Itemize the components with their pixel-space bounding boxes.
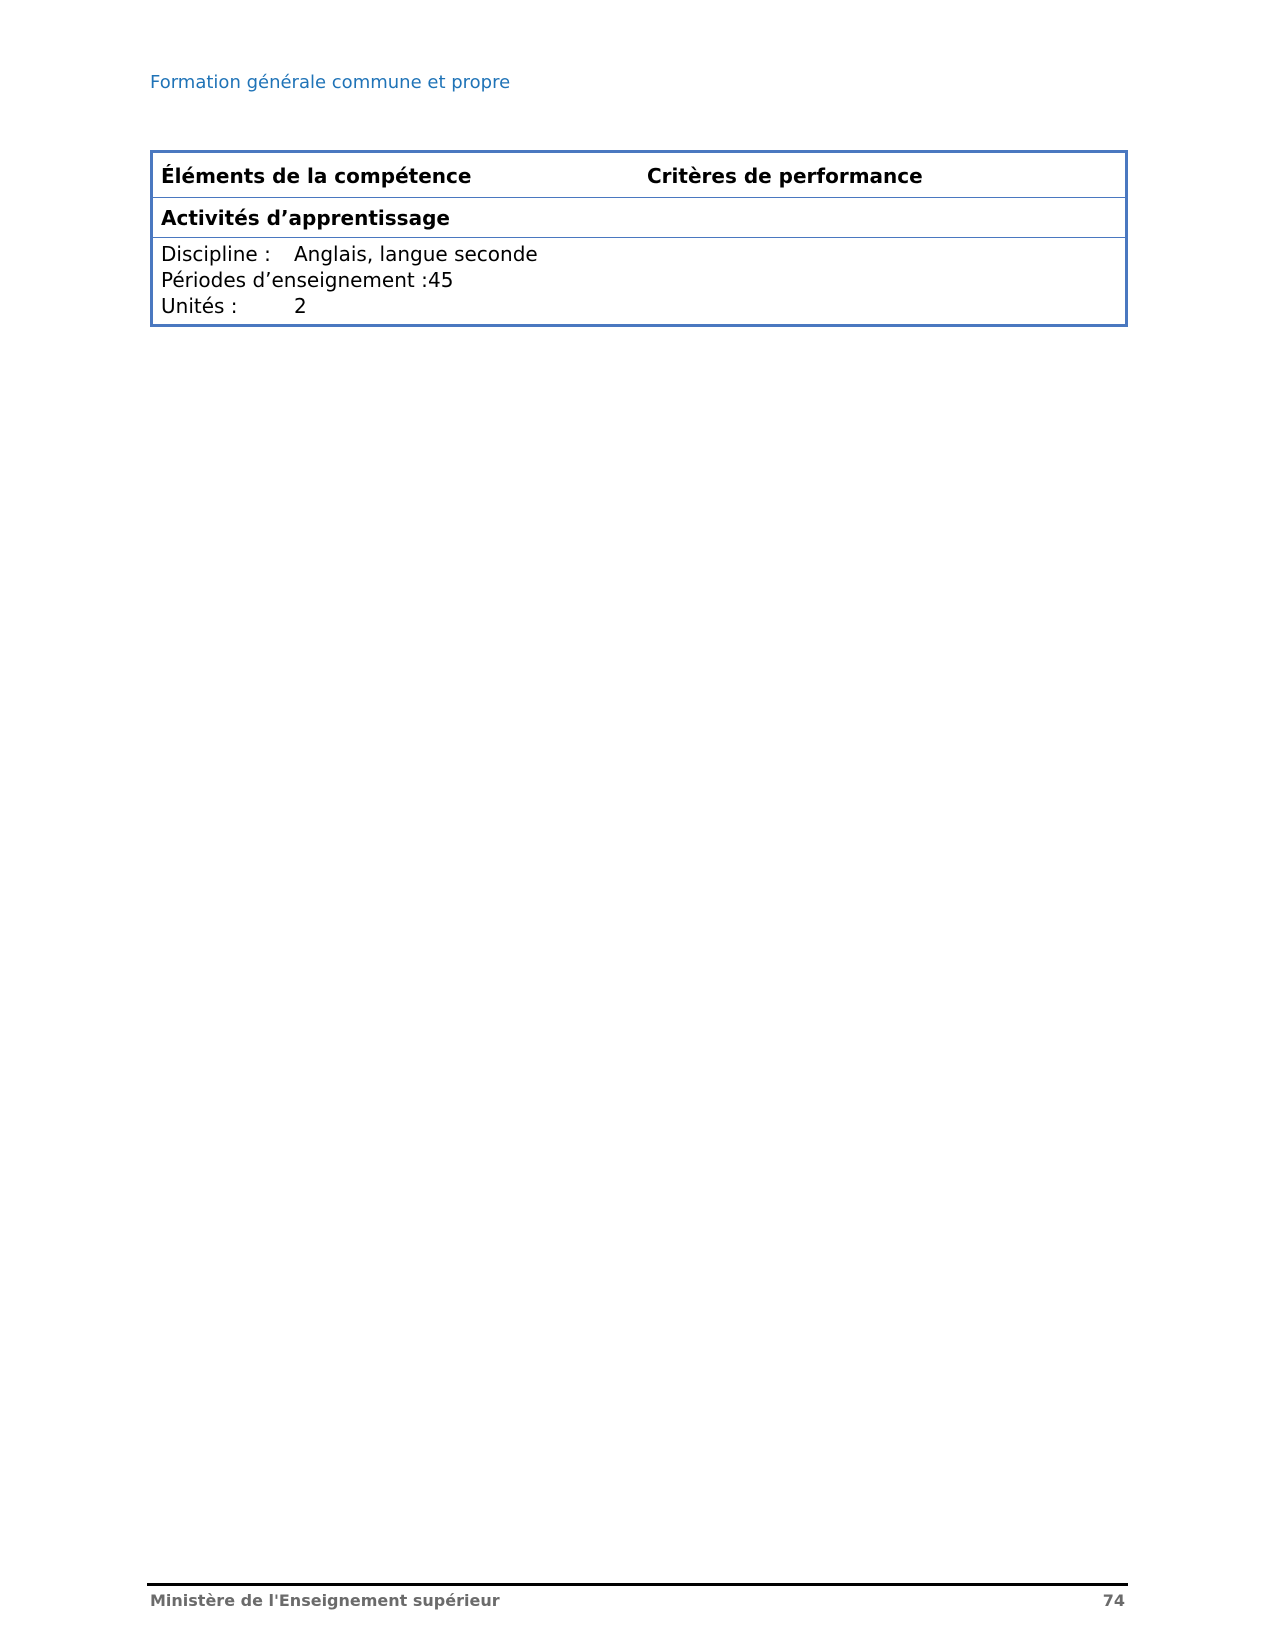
column-header-criteres: Critères de performance [647, 164, 923, 188]
units-label: Unités : [161, 294, 238, 318]
footer-ministry: Ministère de l'Enseignement supérieur [150, 1591, 500, 1610]
discipline-value: Anglais, langue seconde [294, 242, 538, 266]
periods-value: 45 [428, 268, 454, 292]
discipline-line [161, 241, 1117, 267]
units-value: 2 [294, 294, 307, 318]
running-header: Formation générale commune et propre [150, 72, 511, 93]
units-line [161, 293, 1117, 319]
periods-label: Périodes d’enseignement : [161, 268, 428, 292]
activities-title: Activités d’apprentissage [161, 206, 450, 230]
discipline-label: Discipline : [161, 242, 271, 266]
course-info-row [153, 238, 1125, 324]
periods-line [161, 267, 1117, 293]
table-header-row [153, 153, 1125, 198]
column-header-elements: Éléments de la compétence [161, 164, 472, 188]
activities-row [153, 198, 1125, 238]
page-number: 74 [1102, 1591, 1125, 1610]
footer-divider [147, 1583, 1128, 1586]
competence-table [150, 150, 1128, 327]
